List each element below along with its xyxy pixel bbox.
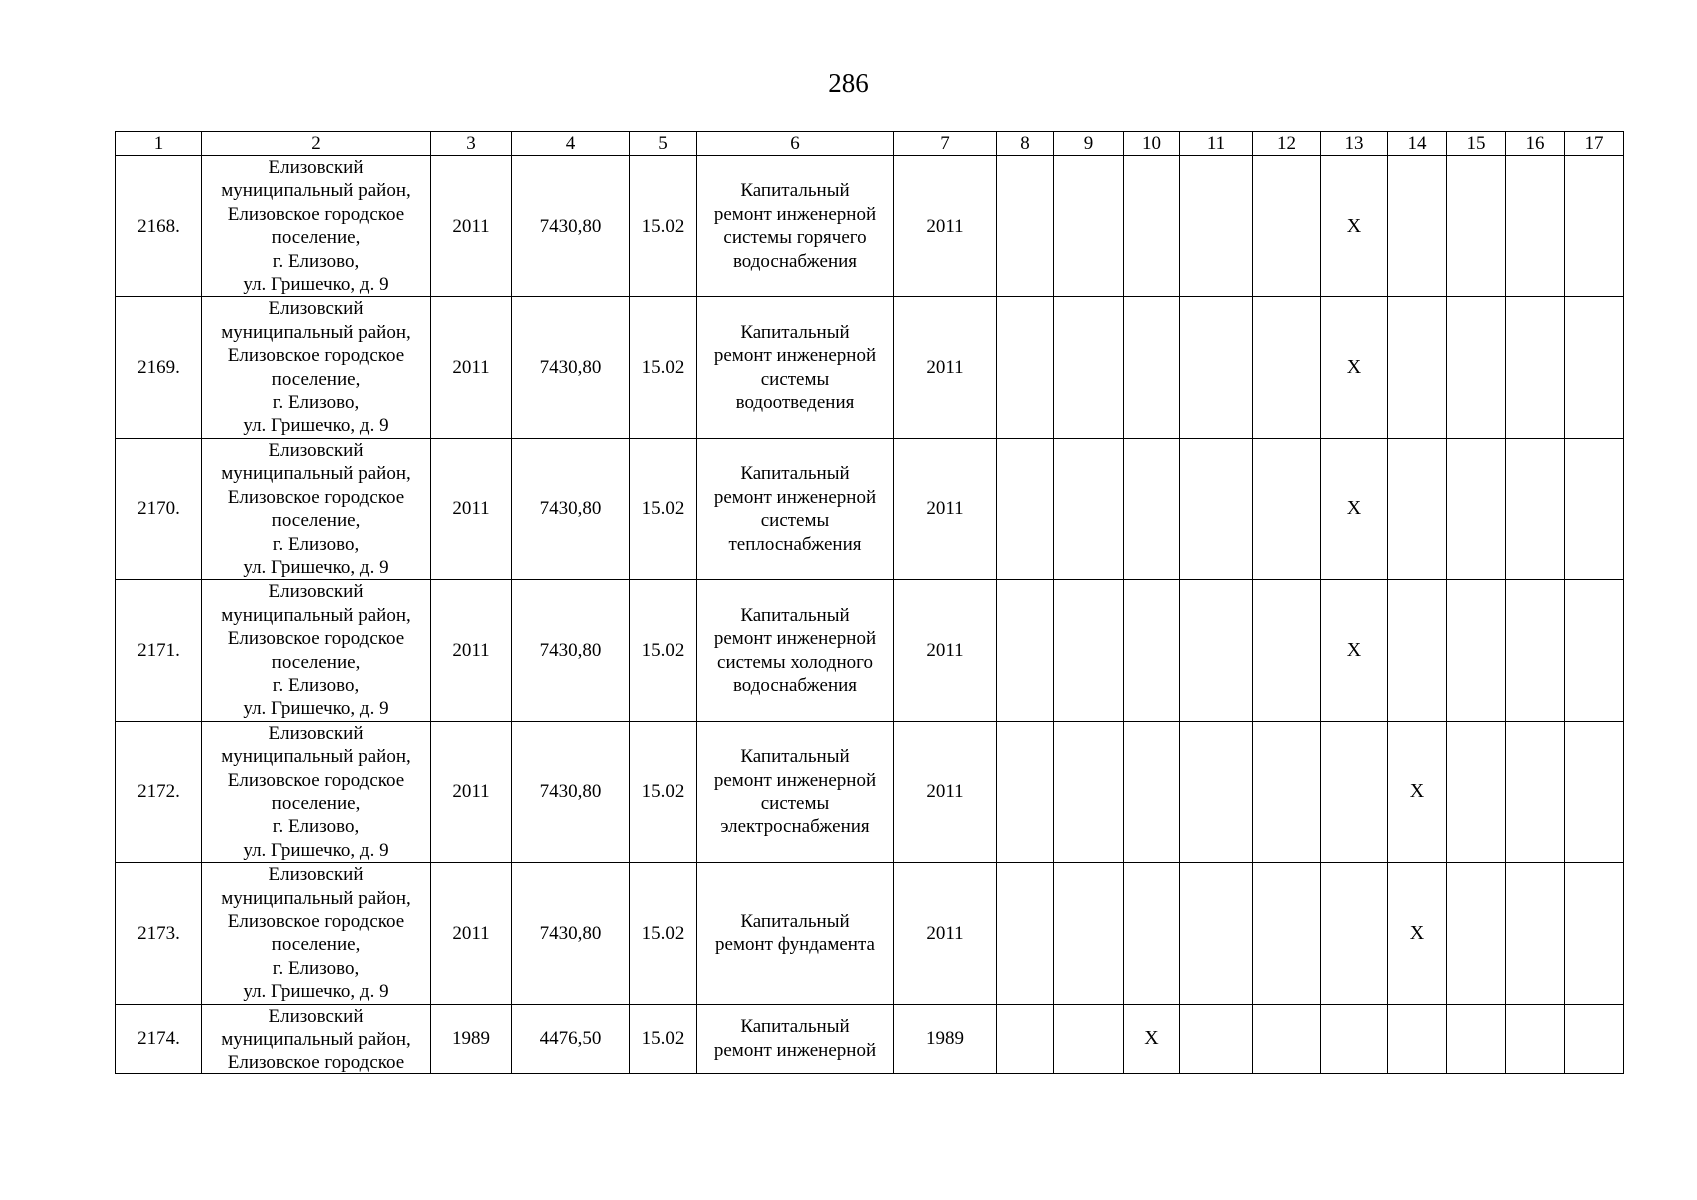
work-line: Капитальный xyxy=(740,463,850,485)
address-line: г. Елизово, xyxy=(272,816,360,838)
mark-cell xyxy=(1447,721,1506,862)
row-number: 2171. xyxy=(116,580,202,721)
mark-cell: X xyxy=(1321,438,1388,579)
address-cell xyxy=(202,863,431,1004)
address-line: поселение, xyxy=(271,651,361,673)
address-cell xyxy=(202,721,431,862)
mark-cell xyxy=(1388,297,1447,438)
mark-cell xyxy=(1388,156,1447,297)
address-line: Елизовский xyxy=(268,439,364,461)
address-line: Елизовский xyxy=(268,722,364,744)
work-line: ремонт фундамента xyxy=(715,934,875,956)
work-year-cell: 2011 xyxy=(894,580,997,721)
mark-cell xyxy=(1054,1004,1124,1073)
area-cell: 7430,80 xyxy=(512,438,630,579)
mark-cell xyxy=(997,156,1054,297)
code-cell: 15.02 xyxy=(630,721,697,862)
mark-cell xyxy=(997,721,1054,862)
mark-cell xyxy=(997,438,1054,579)
mark-cell xyxy=(1054,438,1124,579)
column-header: 10 xyxy=(1124,132,1180,156)
work-line: Капитальный xyxy=(740,911,850,932)
row-number: 2173. xyxy=(116,863,202,1004)
table-body xyxy=(116,156,1624,1074)
work-line: системы холодного xyxy=(717,651,873,673)
area-cell: 7430,80 xyxy=(512,580,630,721)
work-line: системы горячего xyxy=(723,227,867,249)
mark-cell xyxy=(1447,297,1506,438)
work-year-cell: 2011 xyxy=(894,297,997,438)
mark-cell xyxy=(1565,863,1624,1004)
mark-cell xyxy=(1054,297,1124,438)
area-cell: 4476,50 xyxy=(512,1004,630,1073)
mark-cell xyxy=(1447,438,1506,579)
area-cell: 7430,80 xyxy=(512,297,630,438)
column-header: 15 xyxy=(1447,132,1506,156)
mark-cell xyxy=(1565,1004,1624,1073)
work-line: системы xyxy=(760,792,830,814)
mark-cell xyxy=(1565,156,1624,297)
work-type-cell xyxy=(697,580,894,721)
row-number: 2170. xyxy=(116,438,202,579)
mark-cell xyxy=(1565,580,1624,721)
area-cell: 7430,80 xyxy=(512,863,630,1004)
column-header: 1 xyxy=(116,132,202,156)
work-line: Капитальный xyxy=(740,604,850,626)
work-line: Капитальный xyxy=(740,180,850,202)
mark-cell xyxy=(1447,863,1506,1004)
mark-cell xyxy=(1447,156,1506,297)
mark-cell xyxy=(1253,438,1321,579)
work-year-cell: 2011 xyxy=(894,721,997,862)
work-line: ремонт инженерной xyxy=(713,769,877,791)
mark-cell xyxy=(1253,580,1321,721)
code-cell: 15.02 xyxy=(630,1004,697,1073)
mark-cell xyxy=(1253,156,1321,297)
column-header: 16 xyxy=(1506,132,1565,156)
work-line: Капитальный xyxy=(740,746,850,768)
address-line: муниципальный район, xyxy=(221,604,411,626)
work-line: Капитальный xyxy=(740,1016,850,1038)
address-line: муниципальный район, xyxy=(221,1029,411,1051)
address-line: ул. Гришечко, д. 9 xyxy=(243,415,389,437)
code-cell: 15.02 xyxy=(630,438,697,579)
mark-cell xyxy=(1321,1004,1388,1073)
column-header: 3 xyxy=(431,132,512,156)
mark-cell xyxy=(997,863,1054,1004)
mark-cell: X xyxy=(1388,721,1447,862)
work-year-cell: 2011 xyxy=(894,438,997,579)
mark-cell xyxy=(1054,580,1124,721)
column-number-row xyxy=(116,132,1624,156)
work-year-cell: 1989 xyxy=(894,1004,997,1073)
work-line: водоотведения xyxy=(735,392,855,414)
address-line: ул. Гришечко, д. 9 xyxy=(243,274,389,296)
mark-cell xyxy=(1180,721,1253,862)
mark-cell xyxy=(1124,438,1180,579)
mark-cell xyxy=(1388,1004,1447,1073)
mark-cell xyxy=(1253,721,1321,862)
work-line: ремонт инженерной xyxy=(713,486,877,508)
build-year-cell: 2011 xyxy=(431,863,512,1004)
code-cell: 15.02 xyxy=(630,156,697,297)
column-header: 4 xyxy=(512,132,630,156)
work-year-cell: 2011 xyxy=(894,863,997,1004)
mark-cell: X xyxy=(1388,863,1447,1004)
area-cell: 7430,80 xyxy=(512,156,630,297)
address-line: Елизовский xyxy=(268,157,364,178)
column-header: 5 xyxy=(630,132,697,156)
address-line: Елизовский xyxy=(268,864,364,886)
mark-cell xyxy=(1180,1004,1253,1073)
mark-cell xyxy=(1180,863,1253,1004)
mark-cell xyxy=(1506,156,1565,297)
mark-cell xyxy=(1253,1004,1321,1073)
mark-cell xyxy=(1321,863,1388,1004)
work-line: ремонт инженерной xyxy=(713,345,877,367)
address-line: г. Елизово, xyxy=(272,957,360,979)
mark-cell xyxy=(1253,297,1321,438)
table-row xyxy=(116,721,1624,862)
row-number: 2174. xyxy=(116,1004,202,1073)
mark-cell xyxy=(1180,156,1253,297)
mark-cell xyxy=(1447,580,1506,721)
work-line: системы xyxy=(760,510,830,532)
mark-cell xyxy=(1180,297,1253,438)
column-header: 6 xyxy=(697,132,894,156)
mark-cell xyxy=(1565,438,1624,579)
address-line: муниципальный район, xyxy=(221,887,411,909)
mark-cell xyxy=(1506,1004,1565,1073)
mark-cell xyxy=(997,297,1054,438)
mark-cell xyxy=(1180,438,1253,579)
mark-cell xyxy=(1447,1004,1506,1073)
mark-cell xyxy=(997,580,1054,721)
address-line: муниципальный район, xyxy=(221,746,411,768)
row-number: 2172. xyxy=(116,721,202,862)
address-line: г. Елизово, xyxy=(272,674,360,696)
address-line: поселение, xyxy=(271,227,361,249)
work-line: ремонт инженерной xyxy=(713,203,877,225)
work-line: Капитальный xyxy=(740,321,850,343)
address-line: Елизовское городское xyxy=(227,1052,405,1073)
address-line: г. Елизово, xyxy=(272,533,360,555)
mark-cell xyxy=(1388,580,1447,721)
column-header: 2 xyxy=(202,132,431,156)
table-row xyxy=(116,1004,1624,1073)
mark-cell: X xyxy=(1124,1004,1180,1073)
build-year-cell: 2011 xyxy=(431,156,512,297)
address-line: поселение, xyxy=(271,510,361,532)
mark-cell xyxy=(1124,721,1180,862)
work-type-cell xyxy=(697,438,894,579)
mark-cell xyxy=(1506,721,1565,862)
mark-cell xyxy=(1388,438,1447,579)
column-header: 14 xyxy=(1388,132,1447,156)
code-cell: 15.02 xyxy=(630,580,697,721)
mark-cell xyxy=(1565,297,1624,438)
address-line: Елизовское городское xyxy=(227,628,405,650)
mark-cell xyxy=(1124,297,1180,438)
address-line: Елизовское городское xyxy=(227,486,405,508)
build-year-cell: 2011 xyxy=(431,438,512,579)
code-cell: 15.02 xyxy=(630,863,697,1004)
work-type-cell xyxy=(697,297,894,438)
address-cell xyxy=(202,1004,431,1073)
work-line: электроснабжения xyxy=(720,816,870,838)
column-header: 17 xyxy=(1565,132,1624,156)
address-cell xyxy=(202,438,431,579)
mark-cell xyxy=(1180,580,1253,721)
mark-cell xyxy=(1506,580,1565,721)
mark-cell xyxy=(1124,863,1180,1004)
mark-cell xyxy=(1321,721,1388,862)
mark-cell xyxy=(1506,297,1565,438)
work-line: теплоснабжения xyxy=(728,533,862,555)
address-line: Елизовское городское xyxy=(227,769,405,791)
column-header: 12 xyxy=(1253,132,1321,156)
address-line: Елизовский xyxy=(268,298,364,320)
build-year-cell: 2011 xyxy=(431,721,512,862)
build-year-cell: 2011 xyxy=(431,580,512,721)
work-line: водоснабжения xyxy=(732,250,858,272)
work-type-cell xyxy=(697,863,894,1004)
mark-cell xyxy=(1124,156,1180,297)
repair-schedule-table xyxy=(115,131,1624,1074)
table-row xyxy=(116,297,1624,438)
address-line: поселение, xyxy=(271,934,361,956)
address-line: муниципальный район, xyxy=(221,463,411,485)
page-number: 286 xyxy=(828,68,869,98)
address-line: муниципальный район, xyxy=(221,180,411,202)
build-year-cell: 1989 xyxy=(431,1004,512,1073)
mark-cell xyxy=(1565,721,1624,862)
work-year-cell: 2011 xyxy=(894,156,997,297)
work-line: системы xyxy=(760,368,830,390)
address-line: г. Елизово, xyxy=(272,250,360,272)
address-cell-content xyxy=(204,1005,428,1073)
mark-cell: X xyxy=(1321,297,1388,438)
work-type-cell xyxy=(697,1004,894,1073)
work-type-cell xyxy=(697,721,894,862)
mark-cell xyxy=(1124,580,1180,721)
column-header: 11 xyxy=(1180,132,1253,156)
mark-cell xyxy=(1506,863,1565,1004)
work-line: водоснабжения xyxy=(732,674,858,696)
code-cell: 15.02 xyxy=(630,297,697,438)
mark-cell xyxy=(997,1004,1054,1073)
row-number: 2169. xyxy=(116,297,202,438)
column-header: 9 xyxy=(1054,132,1124,156)
column-header: 13 xyxy=(1321,132,1388,156)
table-row xyxy=(116,863,1624,1004)
work-type-cell xyxy=(697,156,894,297)
column-header: 7 xyxy=(894,132,997,156)
area-cell: 7430,80 xyxy=(512,721,630,862)
mark-cell: X xyxy=(1321,580,1388,721)
table-header xyxy=(116,132,1624,156)
address-line: муниципальный район, xyxy=(221,321,411,343)
mark-cell xyxy=(1054,863,1124,1004)
address-line: Елизовский xyxy=(268,1005,364,1027)
row-number: 2168. xyxy=(116,156,202,297)
address-line: Елизовское городское xyxy=(227,203,405,225)
address-line: Елизовское городское xyxy=(227,911,405,932)
mark-cell xyxy=(1054,721,1124,862)
mark-cell xyxy=(1253,863,1321,1004)
build-year-cell: 2011 xyxy=(431,297,512,438)
address-line: г. Елизово, xyxy=(272,392,360,414)
address-line: поселение, xyxy=(271,368,361,390)
mark-cell xyxy=(1506,438,1565,579)
address-line: Елизовский xyxy=(268,581,364,603)
address-cell xyxy=(202,156,431,297)
mark-cell xyxy=(1054,156,1124,297)
work-line: ремонт инженерной xyxy=(713,1039,877,1061)
address-line: Елизовское городское xyxy=(227,345,405,367)
table-row xyxy=(116,438,1624,579)
address-line: ул. Гришечко, д. 9 xyxy=(243,556,389,578)
address-line: ул. Гришечко, д. 9 xyxy=(243,839,389,861)
work-line: ремонт инженерной xyxy=(713,628,877,650)
address-line: поселение, xyxy=(271,792,361,814)
address-cell xyxy=(202,297,431,438)
column-header: 8 xyxy=(997,132,1054,156)
address-line: ул. Гришечко, д. 9 xyxy=(243,981,389,1003)
address-line: ул. Гришечко, д. 9 xyxy=(243,698,389,720)
table-row xyxy=(116,156,1624,297)
mark-cell: X xyxy=(1321,156,1388,297)
table-row xyxy=(116,580,1624,721)
address-cell xyxy=(202,580,431,721)
